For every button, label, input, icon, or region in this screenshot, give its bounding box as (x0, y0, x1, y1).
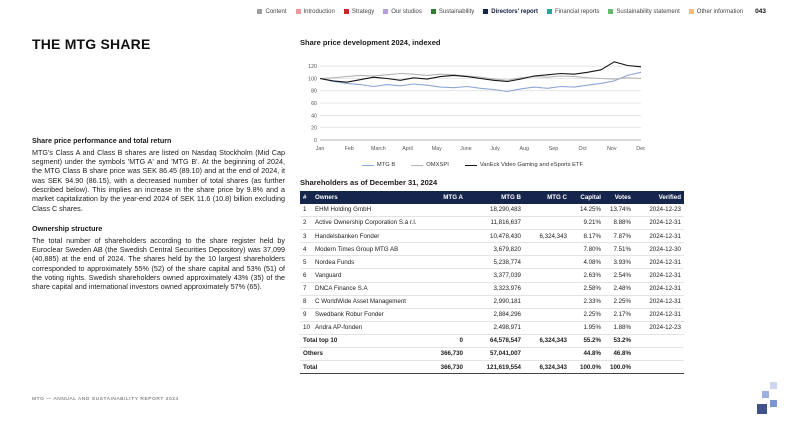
cell-rank: 9 (300, 308, 312, 321)
table-row-others (300, 348, 684, 361)
cell-capital: 2.58% (570, 282, 604, 295)
nav-item-label: Sustainability (438, 8, 475, 15)
chart-title: Share price development 2024, indexed (300, 38, 441, 47)
cell-mtg-a (422, 308, 466, 321)
table-row-vanguard (300, 269, 684, 282)
cell-mtg-b: 11,816,637 (466, 217, 524, 230)
cell-verified: 2024-12-23 (634, 321, 684, 334)
y-axis-tick-label: 0 (314, 137, 317, 144)
col-header-mtg-c: MTG C (524, 191, 570, 204)
cell-owner: Andra AP-fonden (312, 321, 422, 334)
cell-mtg-b: 57,041,007 (466, 348, 524, 361)
nav-item-label: Our studios (391, 8, 422, 15)
cell-verified: 2024-12-31 (634, 256, 684, 269)
cell-capital: 7.80% (570, 243, 604, 256)
cell-rank: 2 (300, 217, 312, 230)
table-row-modern-times-group-mtg-ab (300, 243, 684, 256)
nav-item-content[interactable] (257, 9, 286, 15)
table-row-c-worldwide-asset-management (300, 295, 684, 308)
cell-mtg-b: 2,884,296 (466, 308, 524, 321)
nav-item-strategy[interactable] (344, 9, 374, 15)
nav-item-our-studios[interactable] (383, 9, 422, 15)
cell-owner: Nordea Funds (312, 256, 422, 269)
col-header-verified: Verified (634, 191, 684, 204)
cell-mtg-b: 2,498,971 (466, 321, 524, 334)
section-ownership (32, 224, 285, 292)
cell-owner: Handelsbanken Fonder (312, 230, 422, 243)
cell-mtg-a: 0 (422, 334, 466, 347)
nav-color-square (383, 9, 388, 14)
cell-mtg-b: 3,377,039 (466, 269, 524, 282)
legend-label: OMXSPI (426, 162, 449, 168)
nav-item-label: Financial reports (555, 8, 600, 15)
cell-mtg-a (422, 269, 466, 282)
x-axis-tick-label: Aug (519, 146, 529, 152)
col-header-votes: Votes (604, 191, 634, 204)
cell-verified: 2024-12-31 (634, 282, 684, 295)
table-row-dnca-finance-s-a (300, 282, 684, 295)
cell-mtg-a (422, 243, 466, 256)
cell-mtg-c (524, 243, 570, 256)
cell-capital: 9.21% (570, 217, 604, 230)
nav-item-sustainability-statement[interactable] (608, 9, 679, 15)
cell-votes: 7.87% (604, 230, 634, 243)
cell-mtg-c (524, 295, 570, 308)
nav-color-square (608, 9, 613, 14)
logo-pixel-square (770, 400, 777, 407)
x-axis-tick-label: Dec (636, 146, 645, 152)
legend-swatch (411, 165, 423, 166)
nav-color-square (431, 9, 436, 14)
cell-votes: 2.48% (604, 282, 634, 295)
cell-votes: 1.88% (604, 321, 634, 334)
cell-mtg-a (422, 321, 466, 334)
table-row-active-ownership-corporation-s-r-l (300, 217, 684, 230)
cell-mtg-b: 10,478,430 (466, 230, 524, 243)
x-axis-tick-label: June (460, 146, 472, 152)
cell-owner: EHM Holding GmbH (312, 204, 422, 217)
table-row-handelsbanken-fonder (300, 230, 684, 243)
section-share-price (32, 136, 285, 213)
cell-capital: 55.2% (570, 334, 604, 347)
cell-verified: 2024-12-31 (634, 308, 684, 321)
logo-pixel-square (770, 382, 777, 389)
legend-item-omxspi (411, 162, 449, 168)
nav-item-label: Other information (696, 8, 744, 15)
x-axis-tick-label: Oct (578, 146, 587, 152)
cell-mtg-c: 6,324,343 (524, 361, 570, 374)
cell-rank: 7 (300, 282, 312, 295)
cell-capital: 100.0% (570, 361, 604, 374)
cell-verified (634, 361, 684, 374)
series-line-mtg-b (320, 72, 641, 91)
nav-items (257, 9, 743, 15)
y-axis-tick-label: 60 (311, 100, 317, 107)
cell-capital: 4.08% (570, 256, 604, 269)
table-header-row (300, 191, 684, 204)
table-row-ehm-holding-gmbh (300, 204, 684, 217)
cell-owner: Others (300, 348, 422, 361)
cell-mtg-a (422, 204, 466, 217)
nav-item-sustainability[interactable] (431, 9, 474, 15)
nav-item-label: Sustainability statement (616, 8, 680, 15)
nav-item-introduction[interactable] (296, 9, 335, 15)
cell-mtg-a (422, 282, 466, 295)
cell-mtg-c (524, 321, 570, 334)
x-axis-tick-label: May (431, 146, 442, 152)
share-price-chart (300, 54, 645, 154)
nav-color-square (296, 9, 301, 14)
cell-votes: 2.17% (604, 308, 634, 321)
cell-mtg-c (524, 348, 570, 361)
y-axis-tick-label: 120 (308, 64, 317, 71)
cell-votes: 8.88% (604, 217, 634, 230)
cell-mtg-c: 6,324,343 (524, 334, 570, 347)
cell-rank: 3 (300, 230, 312, 243)
table-row-andra-ap-fonden (300, 321, 684, 334)
cell-owner: DNCA Finance S.A (312, 282, 422, 295)
cell-rank: 6 (300, 269, 312, 282)
cell-verified: 2024-12-31 (634, 269, 684, 282)
cell-verified (634, 334, 684, 347)
cell-mtg-c (524, 217, 570, 230)
right-column (300, 38, 684, 374)
cell-mtg-c (524, 269, 570, 282)
shareholders-table-title: Shareholders as of December 31, 2024 (300, 178, 438, 187)
cell-votes: 100.0% (604, 361, 634, 374)
mtg-logo (754, 382, 782, 416)
cell-verified: 2024-12-23 (634, 204, 684, 217)
section-heading-share-price: Share price performance and total return (32, 136, 172, 145)
cell-verified: 2024-12-30 (634, 243, 684, 256)
nav-item-label: Directors' report (491, 8, 539, 15)
y-axis-tick-label: 100 (308, 76, 317, 83)
logo-pixel-square (762, 391, 769, 398)
cell-mtg-b: 3,323,976 (466, 282, 524, 295)
col-header-mtg-b: MTG B (466, 191, 524, 204)
top-navigation (0, 8, 766, 15)
table-row-total (300, 361, 684, 374)
nav-item-financial-reports[interactable] (547, 9, 599, 15)
chart-legend (300, 162, 645, 168)
cell-mtg-b: 5,238,774 (466, 256, 524, 269)
table-row-swedbank-robur-fonder (300, 308, 684, 321)
cell-rank: 1 (300, 204, 312, 217)
cell-mtg-c (524, 282, 570, 295)
legend-swatch (362, 165, 374, 166)
cell-mtg-a: 366,730 (422, 348, 466, 361)
cell-verified: 2024-12-31 (634, 230, 684, 243)
nav-color-square (689, 9, 694, 14)
cell-rank: 8 (300, 295, 312, 308)
cell-mtg-c (524, 256, 570, 269)
nav-item-label: Content (265, 8, 287, 15)
cell-owner: C WorldWide Asset Management (312, 295, 422, 308)
cell-mtg-b: 18,290,483 (466, 204, 524, 217)
cell-mtg-a (422, 230, 466, 243)
cell-capital: 1.95% (570, 321, 604, 334)
y-axis-tick-label: 40 (311, 113, 317, 120)
nav-color-square (344, 9, 349, 14)
cell-mtg-b: 121,619,554 (466, 361, 524, 374)
cell-mtg-a (422, 295, 466, 308)
col-header-mtg-a: MTG A (422, 191, 466, 204)
x-axis-tick-label: Feb (344, 146, 354, 152)
section-body-ownership: The total number of shareholders according to the share register held by Euroclear Sweden AB (the Swedish Central Securities Depository) was 37,099 (40,885) at the end of 2024. The shares held by the 10 largest shareholders corresponded to approximately 55% (52) of the share capital and 53% (51) of the voting rights. Swedish shareholders owned approximately 43% (35) of the share capital and international investors owned approximately 57% (65). (32, 235, 285, 292)
cell-mtg-c (524, 204, 570, 217)
series-line-vaneck-video-gaming-and-esports-etf (320, 62, 641, 82)
nav-color-square (483, 9, 488, 14)
cell-owner: Active Ownership Corporation S.à r.l. (312, 217, 422, 230)
cell-verified: 2024-12-31 (634, 295, 684, 308)
cell-votes: 3.93% (604, 256, 634, 269)
cell-capital: 44.8% (570, 348, 604, 361)
col-header-: # (300, 191, 312, 204)
x-axis-tick-label: Nov (607, 146, 617, 152)
left-column (32, 36, 285, 303)
table-row-total-top-10 (300, 334, 684, 347)
x-axis-tick-label: Sep (548, 146, 559, 152)
report-footer: MTG — ANNUAL AND SUSTAINABILITY REPORT 2024 (32, 397, 179, 402)
x-axis-tick-label: April (402, 146, 413, 152)
cell-votes: 7.51% (604, 243, 634, 256)
cell-owner: Total top 10 (300, 334, 422, 347)
cell-capital: 14.25% (570, 204, 604, 217)
legend-item-mtg-b (362, 162, 395, 168)
y-axis-tick-label: 80 (311, 88, 317, 95)
legend-label: VanEck Video Gaming and eSports ETF (479, 162, 584, 168)
cell-votes: 2.25% (604, 295, 634, 308)
nav-color-square (257, 9, 262, 14)
cell-owner: Swedbank Robur Fonder (312, 308, 422, 321)
x-axis-tick-label: July (490, 146, 500, 152)
y-axis-tick-label: 20 (311, 125, 317, 132)
cell-capital: 2.33% (570, 295, 604, 308)
nav-item-directors-report[interactable] (483, 9, 538, 15)
page-number: 043 (755, 8, 766, 15)
cell-owner: Total (300, 361, 422, 374)
x-axis-tick-label: March (371, 146, 386, 152)
logo-pixel-square (757, 404, 767, 414)
section-body-share-price: MTG's Class A and Class B shares are listed on Nasdaq Stockholm (Mid Cap segment) under the symbols 'MTG A' and 'MTG B'. At the beginning of 2024, the MTG Class B share price was SEK 86.45 (89.10) and at the end of 2024, it was SEK 94.90 (86.15), with a decreased number of total shares (as further described below). This implies an increase in the share price by 9.8% and a market capitalization by the year-end 2024 of SEK 11.6 (10.8) billion excluding Class C shares. (32, 147, 285, 213)
cell-mtg-b: 3,679,820 (466, 243, 524, 256)
cell-verified (634, 348, 684, 361)
nav-item-label: Introduction (303, 8, 335, 15)
cell-votes: 13.74% (604, 204, 634, 217)
legend-item-vaneck-video-gaming-and-esports-etf (465, 162, 583, 168)
cell-votes: 53.2% (604, 334, 634, 347)
col-header-owners: Owners (312, 191, 422, 204)
nav-item-other-information[interactable] (689, 9, 743, 15)
cell-rank: 4 (300, 243, 312, 256)
cell-capital: 2.63% (570, 269, 604, 282)
cell-capital: 2.25% (570, 308, 604, 321)
cell-mtg-a (422, 256, 466, 269)
nav-color-square (547, 9, 552, 14)
nav-item-label: Strategy (351, 8, 375, 15)
x-axis-tick-label: Jan (315, 146, 325, 152)
col-header-capital: Capital (570, 191, 604, 204)
cell-mtg-a: 366,730 (422, 361, 466, 374)
cell-mtg-b: 2,990,181 (466, 295, 524, 308)
shareholders-table (300, 191, 684, 374)
cell-mtg-c: 6,324,343 (524, 230, 570, 243)
cell-mtg-b: 64,578,547 (466, 334, 524, 347)
cell-votes: 46.8% (604, 348, 634, 361)
cell-verified: 2024-12-31 (634, 217, 684, 230)
section-heading-ownership: Ownership structure (32, 224, 103, 234)
cell-capital: 8.17% (570, 230, 604, 243)
page-title: THE MTG SHARE (32, 36, 151, 52)
legend-swatch (465, 165, 477, 166)
cell-votes: 2.54% (604, 269, 634, 282)
table-body (300, 204, 684, 374)
cell-mtg-a (422, 217, 466, 230)
cell-rank: 5 (300, 256, 312, 269)
cell-owner: Vanguard (312, 269, 422, 282)
cell-owner: Modern Times Group MTG AB (312, 243, 422, 256)
cell-rank: 10 (300, 321, 312, 334)
table-row-nordea-funds (300, 256, 684, 269)
cell-mtg-c (524, 308, 570, 321)
series-line-omxspi (320, 74, 641, 81)
legend-label: MTG B (376, 162, 396, 168)
